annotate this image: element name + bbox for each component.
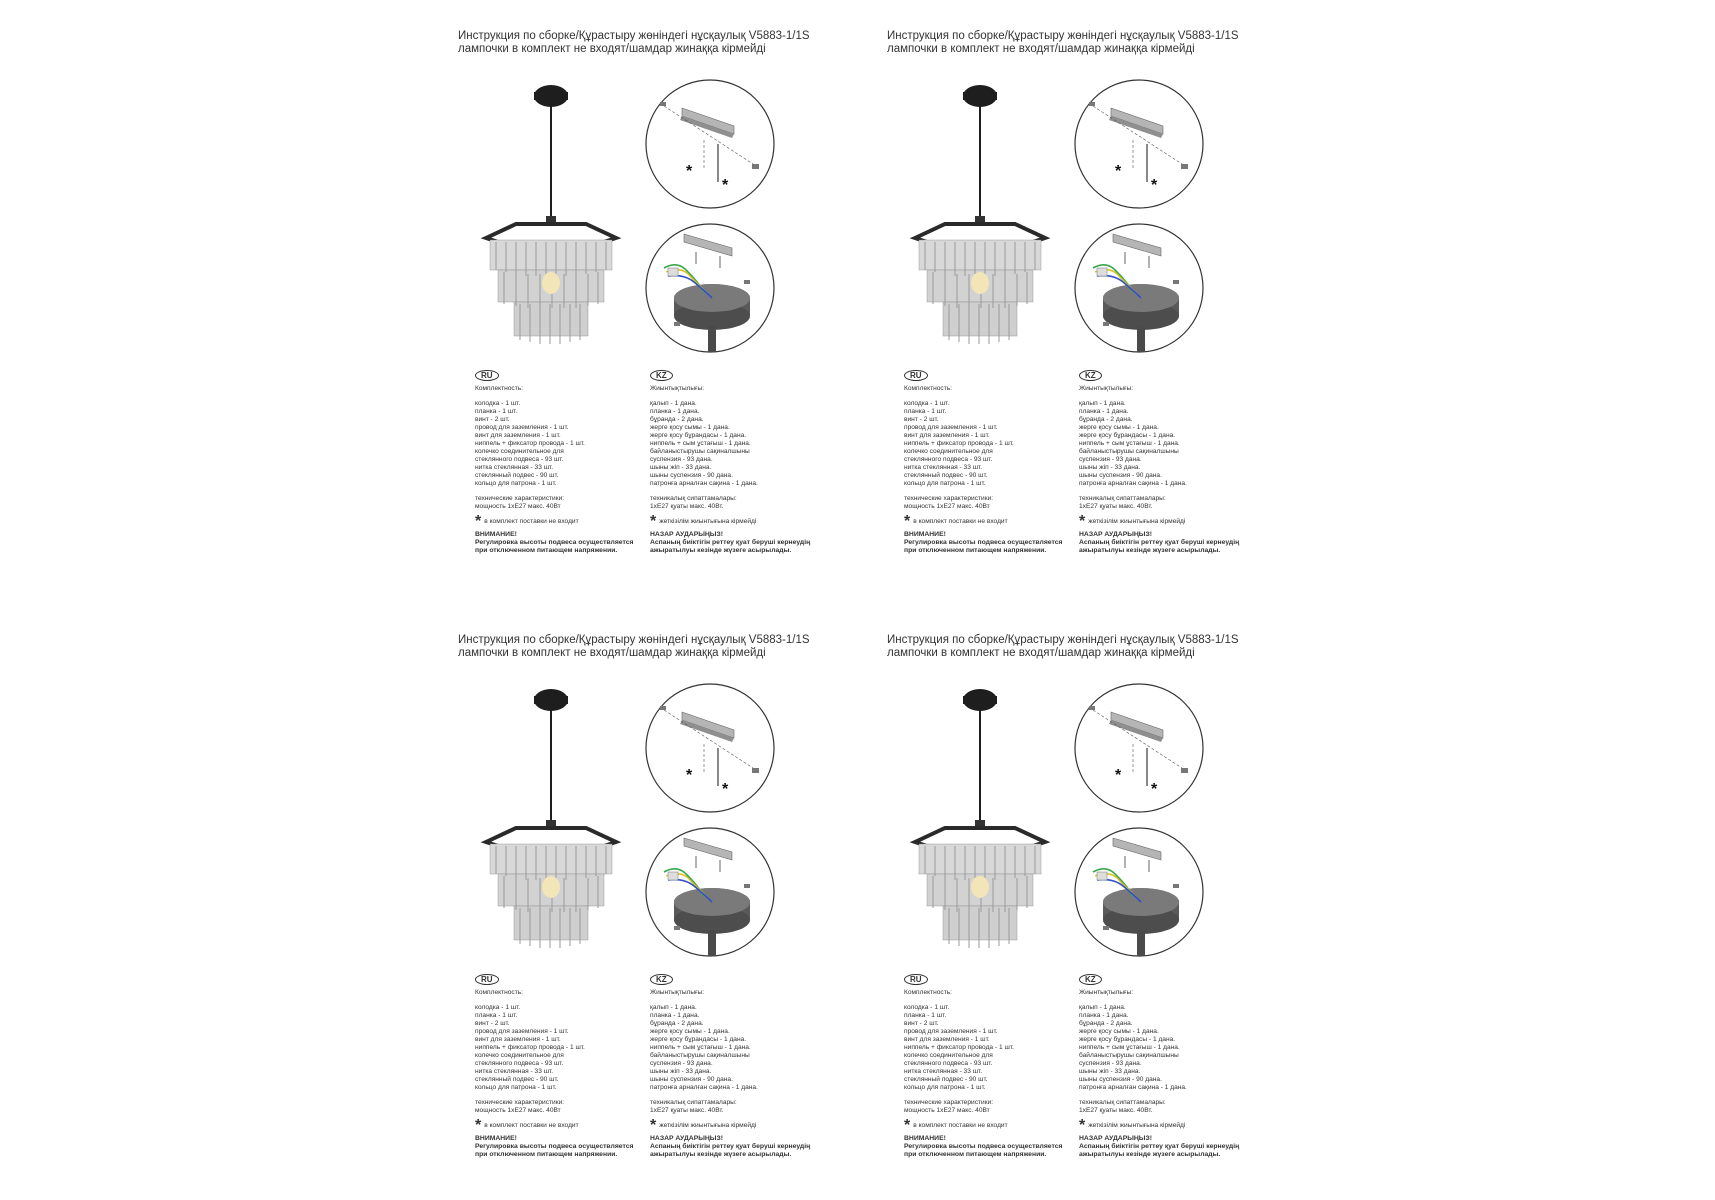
- kz-note-text: жеткізілім жиынтығына кірмейді: [1088, 518, 1186, 525]
- ru-contents-heading: Комплектность:: [904, 385, 952, 392]
- ru-warning-line-2: при отключенном питающем напряжении.: [904, 547, 1047, 554]
- kz-not-included-note: [650, 513, 825, 530]
- contents-list-item: планка - 1 шт.: [904, 408, 947, 415]
- kz-warning-line-2: ажыратылуы кезінде жүзеге асырылады.: [1079, 547, 1221, 554]
- ru-warning-title: ВНИМАНИЕ!: [904, 531, 946, 538]
- mounting-bracket-diagram: [644, 78, 776, 210]
- contents-list-item: суспензия - 93 дана.: [1079, 456, 1142, 463]
- contents-list-item: планка - 1 шт.: [475, 408, 518, 415]
- ru-contents-heading: Комплектность:: [475, 385, 523, 392]
- kz-warning-title: НАЗАР АУДАРЫҢЫЗ!: [1079, 1135, 1152, 1142]
- title-line-1: Инструкция по сборке/Құрастыру жөніндегі нұсқаулық V5883-1/1S: [887, 30, 1239, 42]
- contents-list-item: провод для заземления - 1 шт.: [475, 1028, 569, 1035]
- kz-language-badge: KZ: [1079, 370, 1102, 381]
- contents-list-item: бұранда - 2 дана.: [650, 416, 704, 423]
- kz-warning: [1079, 531, 1254, 555]
- ru-note-text: в комплект поставки не входит: [913, 518, 1008, 525]
- contents-list-item: стеклянного подвеса - 93 шт.: [475, 1060, 564, 1067]
- lamp-illustration: [476, 78, 626, 378]
- title-line-2: лампочки в комплект не входят/шамдар жинаққа кірмейді: [887, 647, 1195, 659]
- contents-list-item: колечко соединительное для: [904, 1052, 993, 1059]
- title-line-2: лампочки в комплект не входят/шамдар жинаққа кірмейді: [887, 43, 1195, 55]
- contents-list-item: ниппель + сым ұстағыш - 1 дана.: [650, 440, 751, 447]
- contents-list-item: бұранда - 2 дана.: [1079, 1020, 1133, 1027]
- contents-list-item: ниппель + фиксатор провода - 1 шт.: [904, 440, 1014, 447]
- ru-contents-heading: Комплектность:: [904, 989, 952, 996]
- kz-contents-heading: Жиынтықтылығы:: [1079, 385, 1134, 392]
- contents-list-item: ниппель + сым ұстағыш - 1 дана.: [650, 1044, 751, 1051]
- asterisk-icon: *: [1079, 1117, 1086, 1134]
- ru-warning-line-2: при отключенном питающем напряжении.: [475, 1151, 618, 1158]
- ru-not-included-note: [475, 513, 650, 530]
- contents-list-item: колодка - 1 шт.: [904, 400, 950, 407]
- ru-warning: [904, 1135, 1079, 1159]
- asterisk-icon: *: [475, 513, 482, 530]
- contents-list-item: кольцо для патрона - 1 шт.: [904, 480, 986, 487]
- contents-list-item: патронға арналған сақина - 1 дана.: [650, 480, 758, 487]
- contents-list-item: суспензия - 93 дана.: [650, 456, 713, 463]
- contents-list-item: патронға арналған сақина - 1 дана.: [1079, 480, 1187, 487]
- kz-tech-value: 1xE27 қуаты макс. 40Вт.: [650, 503, 724, 510]
- contents-list-item: ниппель + сым ұстағыш - 1 дана.: [1079, 1044, 1180, 1051]
- contents-list-item: стеклянного подвеса - 93 шт.: [475, 456, 564, 463]
- ru-section: [904, 974, 1079, 1159]
- instruction-sheet-bottom-right: [887, 634, 1317, 1194]
- kz-contents-list: [1079, 1004, 1254, 1092]
- sheet-title: [458, 30, 810, 56]
- ru-language-badge: RU: [475, 974, 499, 985]
- contents-list-item: стеклянный подвес - 90 шт.: [475, 472, 559, 479]
- kz-warning-line-2: ажыратылуы кезінде жүзеге асырылады.: [650, 1151, 792, 1158]
- ru-section: [904, 370, 1079, 555]
- kz-section: [1079, 370, 1254, 555]
- kz-warning-line-1: Аспаның биіктігін реттеу қуат беруші кернеудің: [1079, 539, 1240, 546]
- ru-tech-value: мощность 1xE27 макс. 40Вт: [904, 1107, 990, 1114]
- kz-warning-line-2: ажыратылуы кезінде жүзеге асырылады.: [650, 547, 792, 554]
- instruction-sheet-bottom-left: [458, 634, 888, 1194]
- contents-list-item: винт - 2 шт.: [904, 416, 939, 423]
- kz-warning-title: НАЗАР АУДАРЫҢЫЗ!: [1079, 531, 1152, 538]
- mounting-bracket-diagram: [1073, 682, 1205, 814]
- contents-list-item: патронға арналған сақина - 1 дана.: [650, 1084, 758, 1091]
- ru-contents-list: [475, 400, 650, 488]
- contents-list-item: қалып - 1 дана.: [1079, 1004, 1126, 1011]
- mounting-bracket-diagram: [644, 682, 776, 814]
- asterisk-icon: *: [722, 781, 729, 798]
- kz-not-included-note: [1079, 513, 1254, 530]
- wiring-diagram: [644, 222, 776, 354]
- kz-note-text: жеткізілім жиынтығына кірмейді: [659, 1122, 757, 1129]
- ru-note-text: в комплект поставки не входит: [484, 1122, 579, 1129]
- kz-tech-heading: техникалық сипаттамалары:: [650, 495, 737, 502]
- instruction-sheet-top-right: [887, 30, 1317, 590]
- ru-language-badge: RU: [904, 974, 928, 985]
- contents-list-item: ниппель + фиксатор провода - 1 шт.: [904, 1044, 1014, 1051]
- contents-list-item: провод для заземления - 1 шт.: [904, 1028, 998, 1035]
- kz-contents-heading: Жиынтықтылығы:: [650, 385, 705, 392]
- contents-list-item: планка - 1 шт.: [904, 1012, 947, 1019]
- kz-warning-line-1: Аспаның биіктігін реттеу қуат беруші кернеудің: [650, 539, 811, 546]
- ru-not-included-note: [475, 1117, 650, 1134]
- kz-language-badge: KZ: [1079, 974, 1102, 985]
- kz-not-included-note: [1079, 1117, 1254, 1134]
- ru-warning-line-1: Регулировка высоты подвеса осуществляется: [475, 1143, 634, 1150]
- wiring-diagram: [1073, 222, 1205, 354]
- ru-warning-title: ВНИМАНИЕ!: [475, 1135, 517, 1142]
- wiring-diagram: [1073, 826, 1205, 958]
- kz-tech-heading: техникалық сипаттамалары:: [1079, 1099, 1166, 1106]
- contents-list-item: патронға арналған сақина - 1 дана.: [1079, 1084, 1187, 1091]
- contents-list-item: шыны суспензия - 90 дана.: [650, 472, 733, 479]
- ru-warning: [475, 1135, 650, 1159]
- contents-list-item: колечко соединительное для: [475, 1052, 564, 1059]
- ru-warning-line-1: Регулировка высоты подвеса осуществляется: [475, 539, 634, 546]
- asterisk-icon: *: [904, 513, 911, 530]
- asterisk-icon: *: [475, 1117, 482, 1134]
- asterisk-icon: *: [1079, 513, 1086, 530]
- kz-warning: [650, 1135, 825, 1159]
- ru-not-included-note: [904, 513, 1079, 530]
- asterisk-icon: *: [904, 1117, 911, 1134]
- ru-language-badge: RU: [904, 370, 928, 381]
- asterisk-icon: *: [1115, 767, 1122, 784]
- ru-warning-line-1: Регулировка высоты подвеса осуществляется: [904, 539, 1063, 546]
- asterisk-icon: *: [1151, 177, 1158, 194]
- asterisk-icon: *: [686, 163, 693, 180]
- ru-warning: [904, 531, 1079, 555]
- contents-list-item: винт для заземления - 1 шт.: [904, 432, 990, 439]
- lamp-illustration: [905, 78, 1055, 378]
- wiring-diagram: [644, 826, 776, 958]
- kz-note-text: жеткізілім жиынтығына кірмейді: [1088, 1122, 1186, 1129]
- contents-list-item: байланыстырушы сақиналшыны: [1079, 1052, 1179, 1059]
- ru-warning-line-2: при отключенном питающем напряжении.: [475, 547, 618, 554]
- asterisk-icon: *: [650, 1117, 657, 1134]
- contents-list-item: кольцо для патрона - 1 шт.: [904, 1084, 986, 1091]
- contents-list-item: шыны суспензия - 90 дана.: [650, 1076, 733, 1083]
- contents-list-item: шыны жіп - 33 дана.: [1079, 1068, 1141, 1075]
- ru-contents-heading: Комплектность:: [475, 989, 523, 996]
- contents-list-item: қалып - 1 дана.: [650, 1004, 697, 1011]
- contents-list-item: жерге қосу сымы - 1 дана.: [1079, 424, 1159, 431]
- ru-tech-heading: технические характеристики:: [904, 1099, 994, 1106]
- contents-list-item: стеклянного подвеса - 93 шт.: [904, 456, 993, 463]
- sheet-title: [887, 634, 1239, 660]
- contents-list-item: винт - 2 шт.: [904, 1020, 939, 1027]
- contents-list-item: қалып - 1 дана.: [1079, 400, 1126, 407]
- contents-list-item: стеклянный подвес - 90 шт.: [475, 1076, 559, 1083]
- ru-tech-heading: технические характеристики:: [475, 1099, 565, 1106]
- contents-list-item: планка - 1 дана.: [650, 1012, 700, 1019]
- ru-contents-list: [475, 1004, 650, 1092]
- ru-warning-line-1: Регулировка высоты подвеса осуществляется: [904, 1143, 1063, 1150]
- contents-list-item: шыны жіп - 33 дана.: [650, 464, 712, 471]
- asterisk-icon: *: [1115, 163, 1122, 180]
- contents-list-item: колечко соединительное для: [475, 448, 564, 455]
- contents-list-item: қалып - 1 дана.: [650, 400, 697, 407]
- asterisk-icon: *: [686, 767, 693, 784]
- kz-contents-list: [1079, 400, 1254, 488]
- kz-not-included-note: [650, 1117, 825, 1134]
- contents-list-item: винт для заземления - 1 шт.: [475, 1036, 561, 1043]
- contents-list-item: винт для заземления - 1 шт.: [904, 1036, 990, 1043]
- title-line-1: Инструкция по сборке/Құрастыру жөніндегі нұсқаулық V5883-1/1S: [458, 634, 810, 646]
- contents-list-item: байланыстырушы сақиналшыны: [650, 448, 750, 455]
- contents-list-item: нитка стеклянная - 33 шт.: [475, 1068, 554, 1075]
- contents-list-item: колодка - 1 шт.: [475, 1004, 521, 1011]
- ru-tech-heading: технические характеристики:: [904, 495, 994, 502]
- contents-list-item: суспензия - 93 дана.: [1079, 1060, 1142, 1067]
- kz-tech-heading: техникалық сипаттамалары:: [650, 1099, 737, 1106]
- contents-list-item: стеклянного подвеса - 93 шт.: [904, 1060, 993, 1067]
- contents-list-item: байланыстырушы сақиналшыны: [650, 1052, 750, 1059]
- contents-list-item: планка - 1 дана.: [1079, 408, 1129, 415]
- sheet-title: [887, 30, 1239, 56]
- contents-list-item: шыны суспензия - 90 дана.: [1079, 472, 1162, 479]
- ru-tech-value: мощность 1xE27 макс. 40Вт: [475, 1107, 561, 1114]
- ru-section: [475, 974, 650, 1159]
- kz-note-text: жеткізілім жиынтығына кірмейді: [659, 518, 757, 525]
- ru-contents-list: [904, 1004, 1079, 1092]
- kz-language-badge: KZ: [650, 370, 673, 381]
- contents-list-item: колечко соединительное для: [904, 448, 993, 455]
- contents-list-item: нитка стеклянная - 33 шт.: [904, 464, 983, 471]
- contents-list-item: планка - 1 дана.: [1079, 1012, 1129, 1019]
- ru-warning-title: ВНИМАНИЕ!: [475, 531, 517, 538]
- asterisk-icon: *: [1151, 781, 1158, 798]
- contents-list-item: винт - 2 шт.: [475, 1020, 510, 1027]
- contents-list-item: жерге қосу сымы - 1 дана.: [650, 1028, 730, 1035]
- kz-contents-list: [650, 400, 825, 488]
- ru-not-included-note: [904, 1117, 1079, 1134]
- contents-list-item: шыны жіп - 33 дана.: [1079, 464, 1141, 471]
- kz-contents-list: [650, 1004, 825, 1092]
- contents-list-item: шыны жіп - 33 дана.: [650, 1068, 712, 1075]
- kz-contents-heading: Жиынтықтылығы:: [1079, 989, 1134, 996]
- contents-list-item: жерге қосу бұрандасы - 1 дана.: [650, 432, 747, 439]
- kz-warning: [1079, 1135, 1254, 1159]
- contents-list-item: колодка - 1 шт.: [475, 400, 521, 407]
- contents-list-item: жерге қосу бұрандасы - 1 дана.: [1079, 1036, 1176, 1043]
- asterisk-icon: *: [650, 513, 657, 530]
- ru-tech-value: мощность 1xE27 макс. 40Вт: [475, 503, 561, 510]
- kz-warning: [650, 531, 825, 555]
- contents-list-item: жерге қосу сымы - 1 дана.: [1079, 1028, 1159, 1035]
- contents-list-item: винт - 2 шт.: [475, 416, 510, 423]
- contents-list-item: ниппель + фиксатор провода - 1 шт.: [475, 440, 585, 447]
- contents-list-item: шыны суспензия - 90 дана.: [1079, 1076, 1162, 1083]
- kz-section: [650, 974, 825, 1159]
- contents-list-item: байланыстырушы сақиналшыны: [1079, 448, 1179, 455]
- title-line-2: лампочки в комплект не входят/шамдар жинаққа кірмейді: [458, 647, 766, 659]
- title-line-1: Инструкция по сборке/Құрастыру жөніндегі нұсқаулық V5883-1/1S: [887, 634, 1239, 646]
- mounting-bracket-diagram: [1073, 78, 1205, 210]
- kz-tech-value: 1xE27 қуаты макс. 40Вт.: [1079, 1107, 1153, 1114]
- contents-list-item: ниппель + фиксатор провода - 1 шт.: [475, 1044, 585, 1051]
- title-line-1: Инструкция по сборке/Құрастыру жөніндегі нұсқаулық V5883-1/1S: [458, 30, 810, 42]
- contents-list-item: планка - 1 шт.: [475, 1012, 518, 1019]
- kz-section: [1079, 974, 1254, 1159]
- ru-tech-heading: технические характеристики:: [475, 495, 565, 502]
- title-line-2: лампочки в комплект не входят/шамдар жинаққа кірмейді: [458, 43, 766, 55]
- kz-contents-heading: Жиынтықтылығы:: [650, 989, 705, 996]
- contents-list-item: колодка - 1 шт.: [904, 1004, 950, 1011]
- lamp-illustration: [476, 682, 626, 982]
- contents-list-item: стеклянный подвес - 90 шт.: [904, 1076, 988, 1083]
- kz-warning-title: НАЗАР АУДАРЫҢЫЗ!: [650, 1135, 723, 1142]
- kz-section: [650, 370, 825, 555]
- contents-list-item: ниппель + сым ұстағыш - 1 дана.: [1079, 440, 1180, 447]
- kz-tech-value: 1xE27 қуаты макс. 40Вт.: [1079, 503, 1153, 510]
- contents-list-item: кольцо для патрона - 1 шт.: [475, 480, 557, 487]
- contents-list-item: кольцо для патрона - 1 шт.: [475, 1084, 557, 1091]
- ru-warning-line-2: при отключенном питающем напряжении.: [904, 1151, 1047, 1158]
- instruction-sheet-top-left: [458, 30, 888, 590]
- ru-language-badge: RU: [475, 370, 499, 381]
- contents-list-item: жерге қосу бұрандасы - 1 дана.: [650, 1036, 747, 1043]
- contents-list-item: нитка стеклянная - 33 шт.: [475, 464, 554, 471]
- ru-section: [475, 370, 650, 555]
- contents-list-item: бұранда - 2 дана.: [1079, 416, 1133, 423]
- ru-contents-list: [904, 400, 1079, 488]
- sheet-title: [458, 634, 810, 660]
- contents-list-item: суспензия - 93 дана.: [650, 1060, 713, 1067]
- ru-tech-value: мощность 1xE27 макс. 40Вт: [904, 503, 990, 510]
- ru-note-text: в комплект поставки не входит: [484, 518, 579, 525]
- ru-warning-title: ВНИМАНИЕ!: [904, 1135, 946, 1142]
- kz-warning-line-1: Аспаның биіктігін реттеу қуат беруші кернеудің: [650, 1143, 811, 1150]
- kz-tech-heading: техникалық сипаттамалары:: [1079, 495, 1166, 502]
- contents-list-item: нитка стеклянная - 33 шт.: [904, 1068, 983, 1075]
- contents-list-item: стеклянный подвес - 90 шт.: [904, 472, 988, 479]
- lamp-illustration: [905, 682, 1055, 982]
- kz-warning-line-1: Аспаның биіктігін реттеу қуат беруші кернеудің: [1079, 1143, 1240, 1150]
- kz-tech-value: 1xE27 қуаты макс. 40Вт.: [650, 1107, 724, 1114]
- contents-list-item: планка - 1 дана.: [650, 408, 700, 415]
- ru-warning: [475, 531, 650, 555]
- contents-list-item: провод для заземления - 1 шт.: [904, 424, 998, 431]
- kz-language-badge: KZ: [650, 974, 673, 985]
- contents-list-item: бұранда - 2 дана.: [650, 1020, 704, 1027]
- contents-list-item: винт для заземления - 1 шт.: [475, 432, 561, 439]
- contents-list-item: жерге қосу бұрандасы - 1 дана.: [1079, 432, 1176, 439]
- contents-list-item: провод для заземления - 1 шт.: [475, 424, 569, 431]
- contents-list-item: жерге қосу сымы - 1 дана.: [650, 424, 730, 431]
- asterisk-icon: *: [722, 177, 729, 194]
- ru-note-text: в комплект поставки не входит: [913, 1122, 1008, 1129]
- kz-warning-title: НАЗАР АУДАРЫҢЫЗ!: [650, 531, 723, 538]
- kz-warning-line-2: ажыратылуы кезінде жүзеге асырылады.: [1079, 1151, 1221, 1158]
